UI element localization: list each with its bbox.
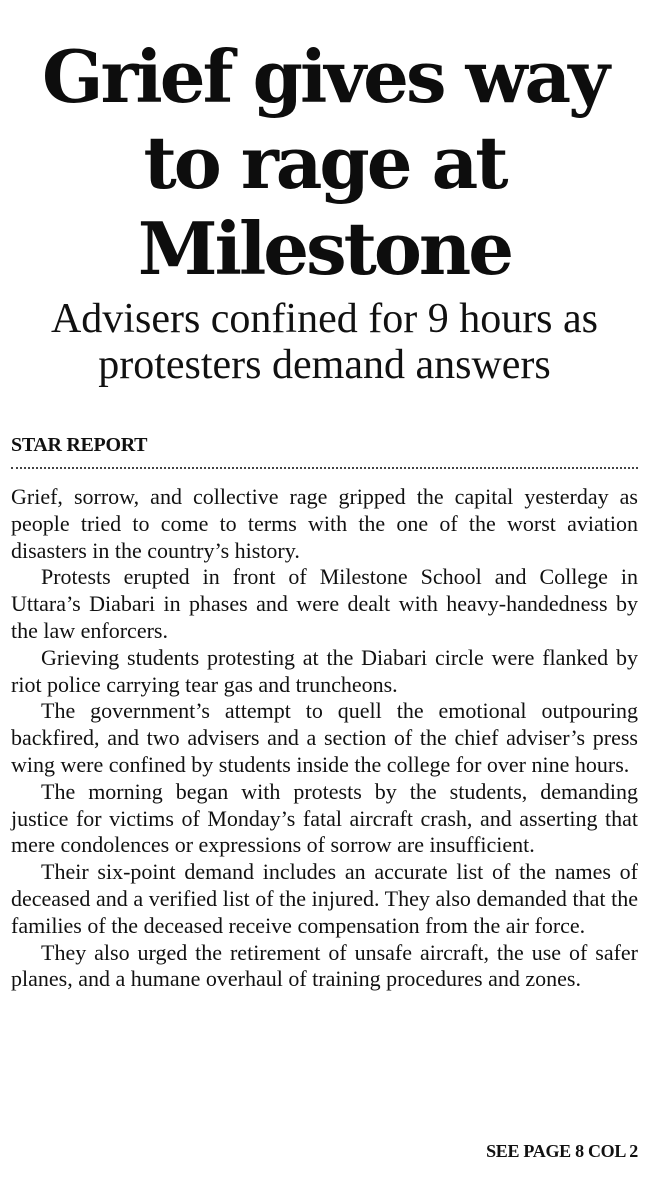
paragraph: Their six-point demand includes an accurate list of the names of deceased and a verified list of the injured. They also demanded that the families of the deceased receive compensation from the air force. xyxy=(11,859,638,938)
paragraph: Protests erupted in front of Milestone School and College in Uttara’s Diabari in phases and were dealt with heavy-handedness by the law enforcers. xyxy=(11,564,638,643)
article-body xyxy=(11,484,638,993)
dotted-divider xyxy=(11,467,638,469)
paragraph: Grieving students protesting at the Diabari circle were flanked by riot police carrying tear gas and truncheons. xyxy=(11,644,638,697)
byline: STAR REPORT xyxy=(11,434,148,456)
paragraph: They also urged the retirement of unsafe aircraft, the use of safer planes, and a humane overhaul of training procedures and zones. xyxy=(11,939,638,992)
headline: Grief gives way to rage at Milestone xyxy=(41,34,608,291)
paragraph: The government’s attempt to quell the emotional outpouring backfired, and two advisers and a section of the chief adviser’s press wing were confined by students inside the college for over nine hours. xyxy=(11,698,638,777)
continuation-line: SEE PAGE 8 COL 2 xyxy=(486,1141,638,1161)
paragraph: Grief, sorrow, and collective rage gripped the capital yesterday as people tried to come to terms with the one of the worst aviation disasters in the country’s history. xyxy=(11,484,638,563)
subheadline: Advisers confined for 9 hours as protesters demand answers xyxy=(50,296,599,388)
paragraph: The morning began with protests by the students, demanding justice for victims of Monday’s fatal aircraft crash, and asserting that mere condolences or expressions of sorrow are insufficient. xyxy=(11,778,638,858)
